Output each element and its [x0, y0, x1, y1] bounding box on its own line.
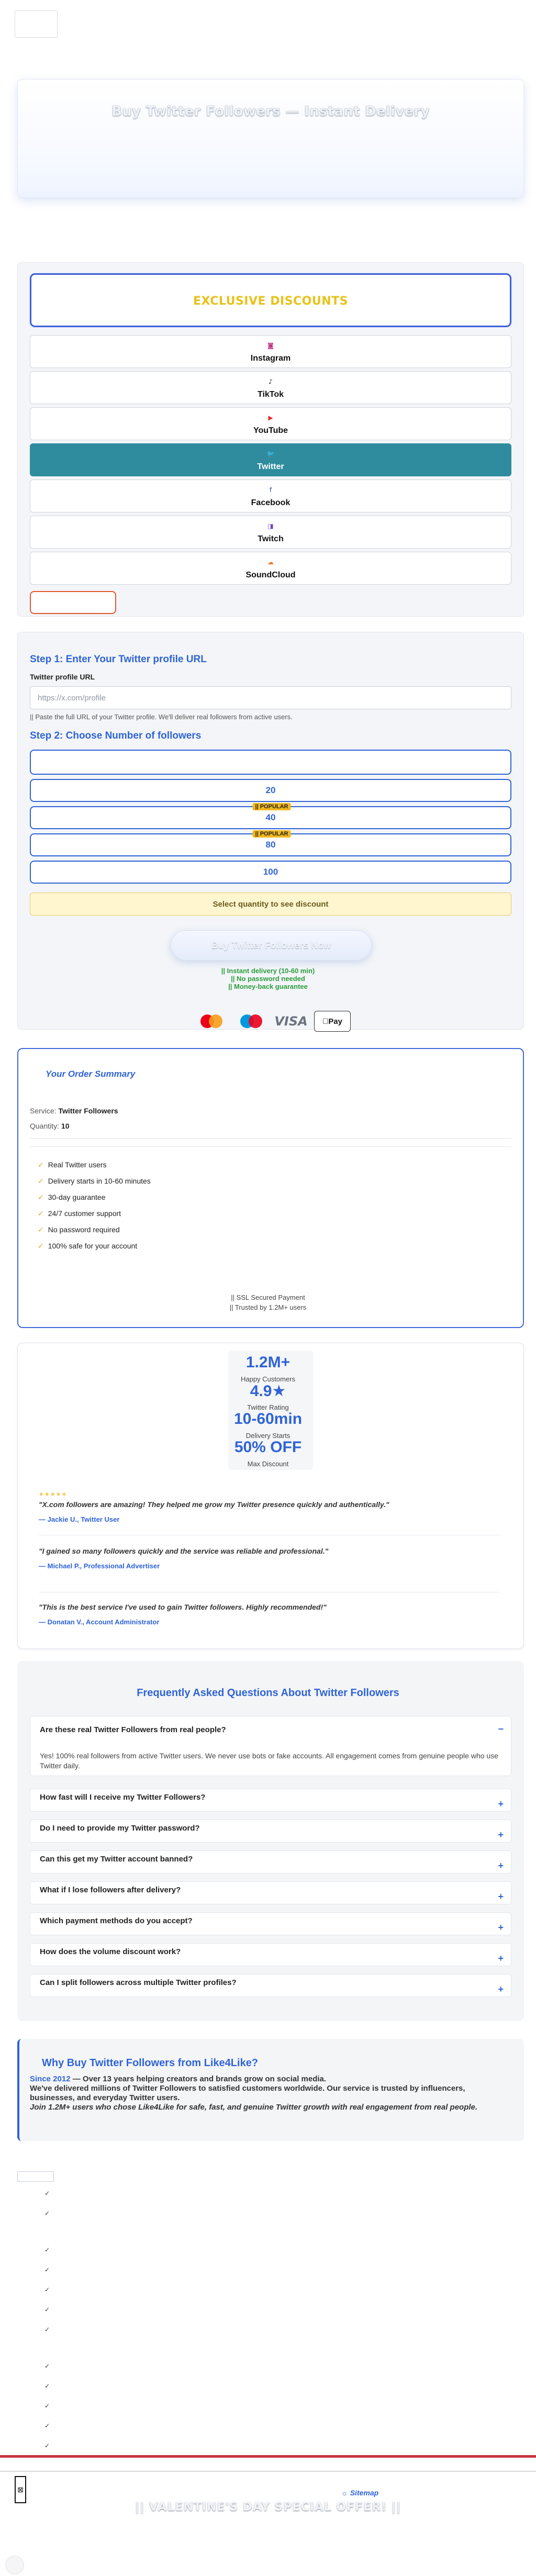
- apple-pay-label: Pay: [325, 1017, 340, 1026]
- platform-label: Twitch: [258, 534, 284, 543]
- summary-service: Service: Twitter Followers: [30, 1107, 118, 1115]
- faq-question[interactable]: Which payment methods do you accept?: [40, 1916, 193, 1925]
- check-icon: ✓: [38, 1209, 44, 1218]
- review-quote-2: "I gained so many followers quickly and the service was reliable and professional.": [39, 1547, 329, 1555]
- hero-title: Buy Twitter Followers — Instant Delivery: [111, 104, 430, 119]
- payment-methods: [195, 1010, 351, 1033]
- faq-question-open[interactable]: Are these real Twitter Followers from real people?: [40, 1725, 226, 1734]
- review-author-1: — Jackie U., Twitter User: [39, 1515, 120, 1523]
- maestro-icon: [234, 1010, 268, 1033]
- valentines-promo-banner[interactable]: || VALENTINE'S DAY SPECIAL OFFER! ||: [135, 2501, 401, 2514]
- review-author-3: — Donatan V., Account Administrator: [39, 1618, 160, 1626]
- scroll-to-top-button[interactable]: [5, 2556, 24, 2574]
- expand-icon[interactable]: +: [498, 1922, 504, 1933]
- trusted-users-text: || Trusted by 1.2M+ users: [229, 1303, 307, 1311]
- platform-label: YouTube: [253, 426, 288, 435]
- summary-feature: ✓ No password required: [38, 1225, 120, 1234]
- platform-label: Facebook: [251, 498, 291, 507]
- footer-divider: [0, 2471, 536, 2472]
- platform-option-facebook[interactable]: [30, 479, 511, 512]
- profile-url-help: || Paste the full URL of your Twitter profile. We'll deliver real followers from active users.: [30, 713, 293, 721]
- apple-pay-icon: [314, 1011, 351, 1032]
- soundcloud-icon: ☁: [267, 559, 274, 566]
- facebook-icon: f: [269, 486, 272, 494]
- instagram-icon: ◙: [267, 342, 274, 349]
- footer-image-placeholder-icon: ⊠: [15, 2476, 26, 2503]
- faq-question[interactable]: What if I lose followers after delivery?: [40, 1886, 181, 1894]
- check-icon: ✓: [44, 2326, 50, 2333]
- twitch-icon: ◨: [267, 522, 274, 530]
- check-icon: ✓: [44, 2382, 50, 2390]
- check-icon: ✓: [38, 1193, 44, 1201]
- review-stars: ★★★★★: [39, 1491, 68, 1498]
- platform-option-tiktok[interactable]: [30, 371, 511, 404]
- quantity-option[interactable]: [30, 861, 511, 884]
- stat-discount-label: Max Discount: [247, 1460, 289, 1468]
- quantity-value: 80: [265, 840, 276, 850]
- twitter-icon: 🐦: [266, 450, 275, 458]
- hero-banner: [17, 79, 524, 198]
- platform-label: TikTok: [257, 390, 284, 399]
- exclusive-discounts-label: EXCLUSIVE DISCOUNTS: [193, 295, 348, 308]
- collapse-icon[interactable]: −: [498, 1724, 504, 1734]
- stat-customers-value: 1.2M+: [245, 1354, 291, 1371]
- stat-delivery-value: 10-60min: [233, 1410, 303, 1428]
- expand-icon[interactable]: +: [498, 1953, 504, 1964]
- stat-rating-label: Twitter Rating: [247, 1403, 289, 1411]
- check-icon: ✓: [38, 1242, 44, 1250]
- review-author-2: — Michael P., Professional Advertiser: [39, 1562, 160, 1570]
- platform-list: [30, 335, 511, 588]
- guarantee-delivery: || Instant delivery (10-60 min): [221, 967, 315, 975]
- footer: [0, 2459, 536, 2576]
- check-icon: ✓: [44, 2306, 50, 2313]
- step1-title: Step 1: Enter Your Twitter profile URL: [30, 654, 207, 665]
- platform-label: Instagram: [250, 354, 291, 363]
- quantity-list: [30, 750, 511, 888]
- faq-answer-open: Yes! 100% real followers from active Twitter users. We never use bots or fake accounts. All engagement comes from genuine people who use Twitter daily.: [40, 1752, 498, 1770]
- expand-icon[interactable]: +: [498, 1799, 504, 1809]
- quantity-value: 20: [265, 785, 276, 795]
- order-summary-title: Your Order Summary: [46, 1069, 136, 1079]
- platform-option-instagram[interactable]: [30, 335, 511, 368]
- why-delivered-text: We've delivered millions of Twitter Followers to satisfied customers worldwide. Our service is trusted by influencers, businesses, and everyday Twitter users.: [30, 2084, 465, 2102]
- profile-url-input[interactable]: [30, 686, 511, 709]
- stat-discount-value: 50% OFF: [234, 1438, 302, 1456]
- quantity-option[interactable]: [30, 806, 511, 829]
- ssl-secured-text: || SSL Secured Payment: [231, 1293, 305, 1301]
- tiktok-icon: ♪: [269, 378, 273, 385]
- sitemap-link[interactable]: ☼ Sitemap: [341, 2489, 379, 2497]
- visa-label: VISA: [274, 1014, 308, 1029]
- visa-icon: [274, 1010, 308, 1033]
- check-icon: ✓: [44, 2190, 50, 2197]
- popular-badge: || POPULAR: [253, 830, 291, 838]
- order-summary-card: [17, 1048, 524, 1328]
- check-icon: ✓: [44, 2362, 50, 2370]
- check-icon: ✓: [44, 2442, 50, 2449]
- expand-icon[interactable]: +: [498, 1830, 504, 1840]
- review-quote-3: "This is the best service I've used to gain Twitter followers. Highly recommended!": [39, 1603, 327, 1611]
- guarantee-money-back: || Money-back guarantee: [228, 983, 308, 990]
- profile-url-label: Twitter profile URL: [30, 673, 95, 681]
- site-logo[interactable]: [15, 10, 58, 38]
- promo-button[interactable]: [30, 591, 116, 614]
- faq-question[interactable]: How fast will I receive my Twitter Followers?: [40, 1793, 206, 1802]
- stat-rating-value: 4.9★: [250, 1382, 286, 1400]
- exclusive-discounts-banner[interactable]: [30, 273, 511, 327]
- platform-option-youtube[interactable]: [30, 407, 511, 440]
- stat-customers-label: Happy Customers: [240, 1375, 296, 1383]
- platform-label: Twitter: [257, 462, 284, 471]
- summary-feature: ✓ Delivery starts in 10-60 minutes: [38, 1177, 151, 1185]
- quantity-option[interactable]: [30, 833, 511, 856]
- expand-icon[interactable]: +: [498, 1860, 504, 1871]
- check-icon: ✓: [44, 2246, 50, 2254]
- step2-title: Step 2: Choose Number of followers: [30, 730, 202, 741]
- youtube-icon: ▶: [268, 414, 273, 421]
- summary-feature: ✓ 100% safe for your account: [38, 1242, 138, 1250]
- check-icon: ✓: [44, 2266, 50, 2273]
- discount-info: Select quantity to see discount: [30, 893, 511, 916]
- quantity-value: 100: [263, 867, 278, 877]
- summary-quantity: Quantity: 10: [30, 1122, 70, 1130]
- why-join-text: Join 1.2M+ users who chose Like4Like for safe, fast, and genuine Twitter growth with real engagement from real people.: [30, 2103, 478, 2112]
- platform-option-twitter[interactable]: [30, 443, 511, 476]
- popular-badge: || POPULAR: [253, 803, 291, 810]
- faq-question[interactable]: Can I split followers across multiple Twitter profiles?: [40, 1978, 237, 1987]
- why-title: Why Buy Twitter Followers from Like4Like?: [42, 2057, 259, 2069]
- expand-icon[interactable]: +: [498, 1984, 504, 1994]
- check-icon: ✓: [38, 1177, 44, 1185]
- divider: [30, 1138, 511, 1139]
- mastercard-icon: [195, 1010, 228, 1033]
- summary-feature: ✓ 30-day guarantee: [38, 1193, 106, 1201]
- quantity-option[interactable]: [30, 779, 511, 802]
- platform-option-twitch[interactable]: [30, 516, 511, 549]
- expand-icon[interactable]: +: [498, 1891, 504, 1902]
- guarantee-password: || No password needed: [231, 975, 305, 983]
- check-icon: ✓: [44, 2210, 50, 2217]
- platform-option-soundcloud[interactable]: [30, 552, 511, 585]
- check-icon: ✓: [38, 1225, 44, 1234]
- review-quote-1: "X.com followers are amazing! They helped me grow my Twitter presence quickly and authentically.": [39, 1500, 389, 1509]
- stat-delivery-label: Delivery Starts: [245, 1432, 291, 1440]
- check-icon: ✓: [44, 2402, 50, 2410]
- footer-red-divider: [0, 2455, 536, 2458]
- faq-title: Frequently Asked Questions About Twitter Followers: [137, 1687, 399, 1699]
- divider: [30, 1146, 511, 1147]
- check-icon: ✓: [38, 1161, 44, 1169]
- summary-feature: ✓ 24/7 customer support: [38, 1209, 121, 1218]
- buy-now-button[interactable]: Buy Twitter Followers Now: [171, 930, 372, 961]
- faq-question[interactable]: Do I need to provide my Twitter password?: [40, 1824, 200, 1833]
- platform-label: SoundCloud: [245, 571, 296, 579]
- faq-question[interactable]: Can this get my Twitter account banned?: [40, 1855, 193, 1864]
- why-since-line: Since 2012 — Over 13 years helping creators and brands grow on social media.: [30, 2075, 327, 2083]
- quantity-option[interactable]: [30, 750, 511, 775]
- tiny-input-box[interactable]: [17, 2171, 54, 2182]
- faq-question[interactable]: How does the volume discount work?: [40, 1947, 181, 1956]
- since-year: Since 2012: [30, 2075, 71, 2083]
- check-icon: ✓: [44, 2422, 50, 2429]
- summary-feature: ✓ Real Twitter users: [38, 1161, 107, 1169]
- check-icon: ✓: [44, 2286, 50, 2293]
- quantity-value: 40: [265, 812, 276, 822]
